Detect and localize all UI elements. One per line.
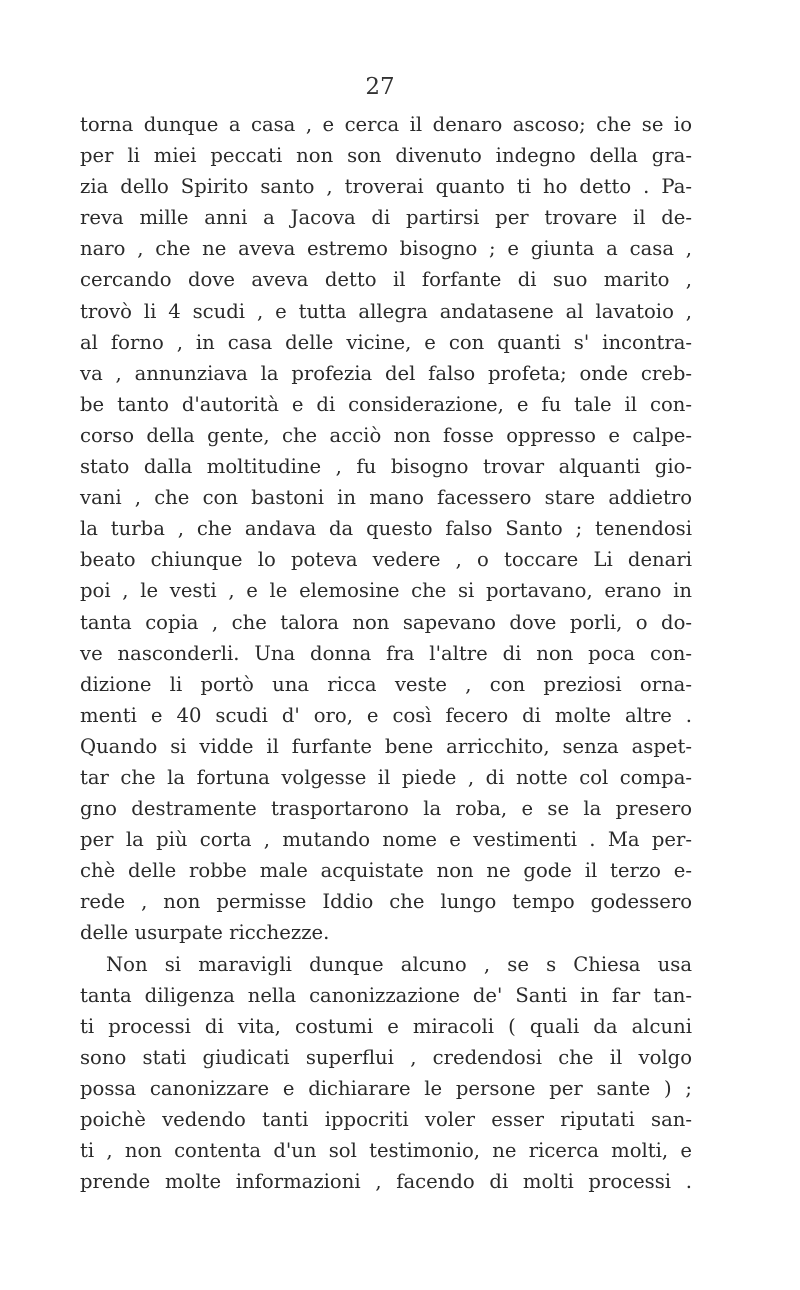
- text-line: poi , le vesti , e le elemosine che si portavano, erano in: [80, 579, 692, 603]
- text-line: sono stati giudicati superflui , credendosi che il volgo: [80, 1045, 692, 1069]
- text-line: reva mille anni a Jacova di partirsi per trovare il de-: [80, 206, 692, 230]
- text-line: la turba , che andava da questo falso Santo ; tenendosi: [80, 517, 692, 541]
- text-line: poichè vedendo tanti ippocriti voler esser riputati san-: [80, 1108, 692, 1131]
- text-line: trovò li 4 scudi , e tutta allegra andatasene al lavatoio ,: [80, 299, 692, 323]
- body-text: [80, 109, 692, 1197]
- text-line: per la più corta , mutando nome e vestimenti . Ma per-: [80, 828, 692, 852]
- text-line: ti , non contenta d'un sol testimonio, ne ricerca molti, e: [80, 1139, 692, 1163]
- text-line: ve nasconderli. Una donna fra l'altre di non poca con-: [80, 641, 692, 665]
- text-line: vani , che con bastoni in mano facessero stare addietro: [80, 486, 692, 510]
- text-line: chè delle robbe male acquistate non ne gode il terzo e-: [80, 859, 692, 883]
- page-number: 27: [365, 74, 395, 100]
- text-line: al forno , in casa delle vicine, e con quanti s' incontra-: [80, 330, 692, 354]
- text-line: ti processi di vita, costumi e miracoli ( quali da alcuni: [80, 1014, 692, 1038]
- text-line: torna dunque a casa , e cerca il denaro ascoso; che se io: [80, 113, 692, 136]
- text-line: possa canonizzare e dichiarare le persone per sante ) ;: [80, 1076, 692, 1100]
- text-line: prende molte informazioni , facendo di molti processi .: [80, 1170, 692, 1194]
- text-line: menti e 40 scudi d' oro, e così fecero di molte altre .: [80, 703, 692, 727]
- text-line: dizione li portò una ricca veste , con preziosi orna-: [80, 672, 692, 696]
- text-line: naro , che ne aveva estremo bisogno ; e giunta a casa ,: [80, 237, 692, 261]
- paragraph-end-line: delle usurpate ricchezze.: [80, 921, 330, 945]
- text-line: be tanto d'autorità e di considerazione, e fu tale il con-: [80, 392, 692, 416]
- text-line: tar che la fortuna volgesse il piede , di notte col compa-: [80, 765, 692, 789]
- text-line: beato chiunque lo poteva vedere , o toccare Li denari: [80, 548, 692, 572]
- text-line: cercando dove aveva detto il forfante di suo marito ,: [80, 268, 692, 292]
- text-line: stato dalla moltitudine , fu bisogno trovar alquanti gio-: [80, 455, 692, 479]
- text-line: corso della gente, che acciò non fosse oppresso e calpe-: [80, 423, 692, 447]
- text-line: rede , non permisse Iddio che lungo tempo godessero: [80, 890, 692, 914]
- text-line: tanta copia , che talora non sapevano dove porli, o do-: [80, 610, 692, 634]
- text-line: tanta diligenza nella canonizzazione de' Santi in far tan-: [80, 983, 692, 1007]
- text-line: Quando si vidde il furfante bene arricchito, senza aspet-: [80, 734, 692, 758]
- text-line: zia dello Spirito santo , troverai quanto ti ho detto . Pa-: [80, 175, 692, 199]
- text-line: va , annunziava la profezia del falso profeta; onde creb-: [80, 361, 692, 385]
- paragraph-start-line: Non si maravigli dunque alcuno , se s Chiesa usa: [106, 952, 692, 976]
- text-line: gno destramente trasportarono la roba, e se la presero: [80, 797, 692, 821]
- text-line: per li miei peccati non son divenuto indegno della gra-: [80, 144, 692, 168]
